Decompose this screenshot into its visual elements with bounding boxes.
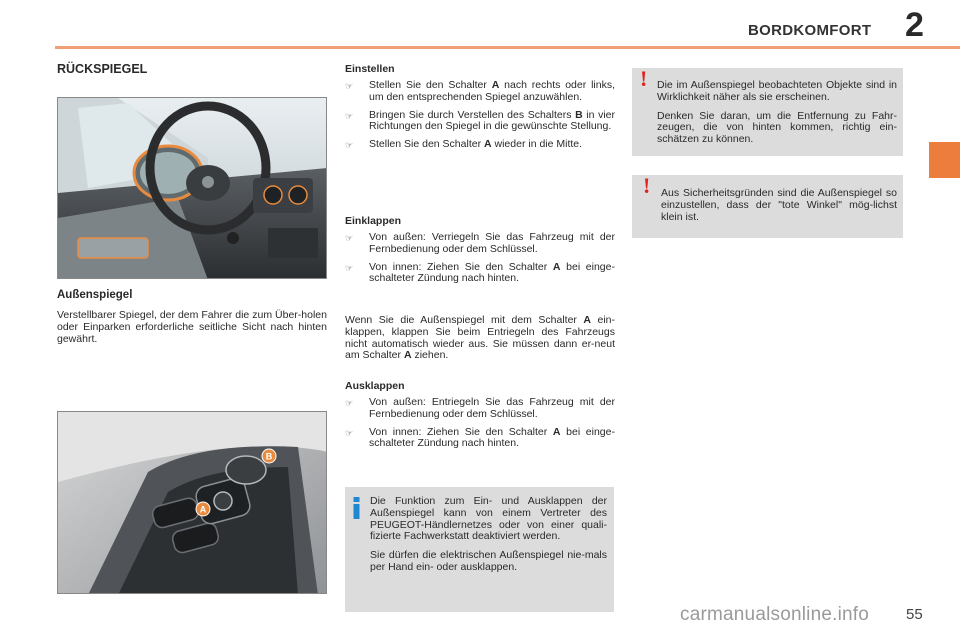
label-b: B: [265, 451, 273, 462]
einklappen-note: Wenn Sie die Außenspiegel mit dem Schalter A ein-klappen, klappen Sie beim Entriegeln des Fahrzeugs nicht automatisch wieder aus. Sie müssen dann er-neut am Schalter A ziehen.: [345, 314, 615, 362]
warning-box-1: [632, 68, 903, 156]
section-title: RÜCKSPIEGEL: [57, 62, 148, 76]
section-einklappen: [345, 215, 615, 291]
heading-einstellen: Einstellen: [345, 63, 395, 75]
heading-einklappen: Einklappen: [345, 215, 402, 227]
list-item: ☞ Stellen Sie den Schalter A wieder in die Mitte.: [345, 138, 583, 151]
bullet-icon: ☞: [345, 427, 354, 438]
header-rule: [55, 46, 960, 49]
bullet-icon: ☞: [345, 140, 354, 151]
warning-text: Aus Sicherheitsgründen sind die Außenspiegel so einzustellen, dass der "tote Winkel" mög-lichst klein ist.: [661, 187, 897, 223]
warning-icon: !: [643, 173, 651, 198]
label-a: A: [199, 504, 207, 515]
bullet-icon: ☞: [345, 262, 354, 273]
watermark: carmanualsonline.info: [680, 604, 870, 625]
bullet-icon: ☞: [345, 398, 354, 408]
bullet-icon: ☞: [345, 110, 354, 121]
description-text: Verstellbarer Spiegel, der dem Fahrer die zum Über-holen oder Einparken erforderliche seitliche Sicht nach hinten gewährt.: [57, 309, 327, 345]
list-item: ☞ Von innen: Ziehen Sie den Schalter A bei einge-schalteter Zündung nach hinten.: [345, 260, 615, 285]
info-icon: [352, 497, 361, 519]
bullet-icon: ☞: [345, 81, 354, 91]
bullet-icon: ☞: [345, 233, 354, 243]
info-text: Sie dürfen die elektrischen Außenspiegel nie-mals per Hand ein- oder ausklappen.: [370, 549, 607, 573]
info-text: Die Funktion zum Ein- und Ausklappen der Außenspiegel kann von einem Vertreter des PEUGEOT-Händlernetzes oder von einer quali-fizierte Fachwerkstatt deaktiviert werden.: [370, 495, 607, 543]
photo-car-interior: [57, 97, 327, 279]
subsection-title: Außenspiegel: [57, 289, 133, 301]
list-item: ☞ Von außen: Entriegeln Sie das Fahrzeug mit der Fernbedienung oder dem Schlüssel.: [345, 396, 615, 420]
photo-mirror-switch: [57, 411, 327, 594]
warning-text: Die im Außenspiegel beobachteten Objekte sind in Wirklichkeit näher als sie erscheinen.: [657, 79, 897, 103]
chapter-title: BORDKOMFORT: [748, 22, 872, 39]
list-item: ☞ Von innen: Ziehen Sie den Schalter A bei einge-schalteter Zündung nach hinten.: [345, 425, 615, 450]
list-item: ☞ Von außen: Verriegeln Sie das Fahrzeug mit der Fernbedienung oder dem Schlüssel.: [345, 231, 615, 255]
warning-text: Denken Sie daran, um die Entfernung zu Fahr-zeugen, die von hinten kommen, richtig ein-schätzen zu können.: [657, 109, 897, 146]
info-box: [345, 487, 614, 612]
section-ausklappen: [345, 380, 615, 456]
chapter-number: 2: [905, 6, 924, 44]
chapter-tab: [929, 142, 960, 178]
list-item: ☞ Stellen Sie den Schalter A nach rechts oder links, um den entsprechenden Spiegel anzuwählen.: [345, 79, 615, 103]
list-item: ☞ Bringen Sie durch Verstellen des Schalters B in vier Richtungen den Spiegel in die gewünschte Stellung.: [345, 108, 615, 133]
section-einstellen: [345, 63, 615, 158]
heading-ausklappen: Ausklappen: [345, 380, 405, 392]
warning-box-2: [632, 175, 903, 238]
warning-icon: !: [640, 66, 648, 91]
page-number: 55: [906, 606, 923, 623]
